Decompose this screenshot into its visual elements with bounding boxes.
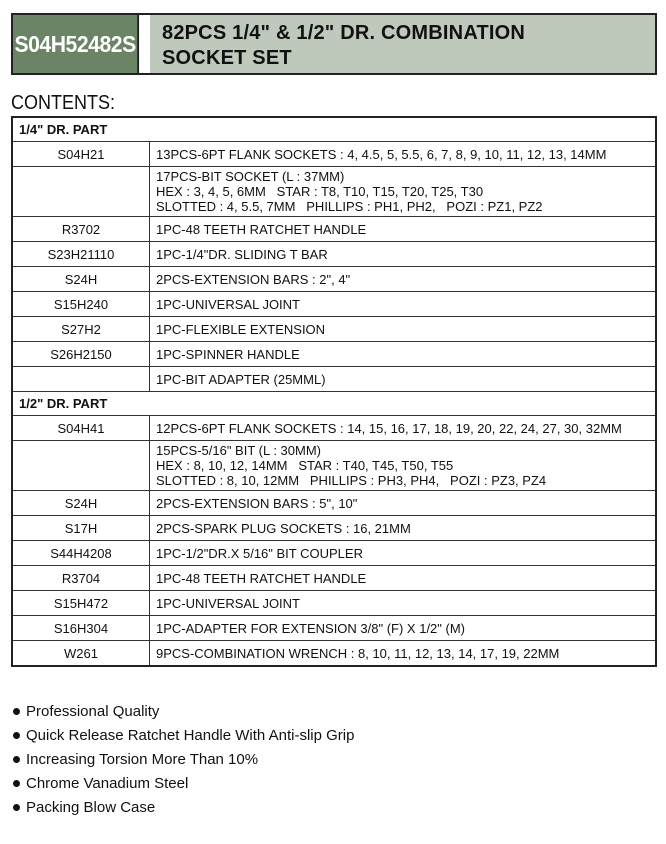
part-description (150, 566, 657, 591)
part-code: S26H2150 (12, 342, 150, 367)
part-code: R3704 (12, 566, 150, 591)
table-row (12, 342, 656, 367)
section-title: 1/4" DR. PART (12, 117, 656, 142)
description-line: 2PCS-SPARK PLUG SOCKETS : 16, 21MM (156, 520, 411, 536)
part-code: S04H21 (12, 142, 150, 167)
description-line: 1PC-1/4"DR. SLIDING T BAR (156, 246, 328, 262)
description-line: 1PC-UNIVERSAL JOINT (156, 595, 300, 611)
part-code: S15H240 (12, 292, 150, 317)
part-code: S16H304 (12, 616, 150, 641)
part-code: S27H2 (12, 317, 150, 342)
part-code: S17H (12, 516, 150, 541)
part-code: W261 (12, 641, 150, 667)
part-code (12, 367, 150, 392)
bullet-icon (13, 732, 20, 739)
bullet-icon (13, 708, 20, 715)
part-code: S44H4208 (12, 541, 150, 566)
part-code: S15H472 (12, 591, 150, 616)
product-code-text: S04H52482S (14, 30, 136, 57)
feature-text: Increasing Torsion More Than 10% (26, 751, 259, 768)
part-code (12, 167, 150, 217)
part-description (150, 616, 657, 641)
section-header-row (12, 392, 656, 416)
part-description (150, 416, 657, 441)
table-row (12, 242, 656, 267)
part-description (150, 292, 657, 317)
feature-item (11, 751, 354, 775)
bullet-icon (13, 804, 20, 811)
description-line: SLOTTED : 4, 5.5, 7MM PHILLIPS : PH1, PH2, POZI : PZ1, PZ2 (156, 199, 543, 214)
section-title: 1/2" DR. PART (12, 392, 656, 416)
table-row (12, 491, 656, 516)
part-description (150, 242, 657, 267)
table-row (12, 566, 656, 591)
description-line: 9PCS-COMBINATION WRENCH : 8, 10, 11, 12, 13, 14, 17, 19, 22MM (156, 645, 560, 661)
product-code (13, 15, 139, 73)
part-code (12, 441, 150, 491)
table-row (12, 317, 656, 342)
description-line: 12PCS-6PT FLANK SOCKETS : 14, 15, 16, 17, 18, 19, 20, 22, 24, 27, 30, 32MM (156, 420, 622, 436)
table-row (12, 516, 656, 541)
part-description (150, 367, 657, 392)
part-description (150, 516, 657, 541)
table-row (12, 416, 656, 441)
description-line: 1PC-48 TEETH RATCHET HANDLE (156, 570, 367, 586)
feature-text: Quick Release Ratchet Handle With Anti-slip Grip (26, 727, 355, 744)
description-line: 1PC-48 TEETH RATCHET HANDLE (156, 221, 367, 237)
part-code: S04H41 (12, 416, 150, 441)
description-line: 1PC-UNIVERSAL JOINT (156, 296, 300, 312)
section-header-row (12, 117, 656, 142)
table-row (12, 267, 656, 292)
part-description (150, 441, 657, 491)
feature-text: Packing Blow Case (26, 799, 156, 816)
part-description (150, 491, 657, 516)
description-line: 2PCS-EXTENSION BARS : 5", 10" (156, 495, 358, 511)
part-description (150, 317, 657, 342)
feature-text: Chrome Vanadium Steel (26, 775, 189, 792)
feature-item (11, 703, 354, 727)
product-title-line1: 82PCS 1/4" & 1/2" DR. COMBINATION (162, 22, 526, 44)
part-description (150, 217, 657, 242)
description-line: 13PCS-6PT FLANK SOCKETS : 4, 4.5, 5, 5.5, 6, 7, 8, 9, 10, 11, 12, 13, 14MM (156, 146, 607, 162)
table-row (12, 367, 656, 392)
table-row (12, 167, 656, 217)
product-title-line2: SOCKET SET (162, 47, 292, 69)
table-row (12, 591, 656, 616)
part-code: S23H21110 (12, 242, 150, 267)
description-line: HEX : 3, 4, 5, 6MM STAR : T8, T10, T15, T20, T25, T30 (156, 184, 484, 199)
description-line: 1PC-ADAPTER FOR EXTENSION 3/8" (F) X 1/2" (M) (156, 620, 465, 636)
table-row (12, 441, 656, 491)
table-row (12, 292, 656, 317)
part-description (150, 167, 657, 217)
description-line: HEX : 8, 10, 12, 14MM STAR : T40, T45, T50, T55 (156, 458, 454, 473)
description-line: 1PC-BIT ADAPTER (25MML) (156, 371, 326, 387)
part-description (150, 267, 657, 292)
table-row (12, 616, 656, 641)
product-title (150, 15, 655, 73)
contents-table (11, 116, 657, 667)
description-line: 15PCS-5/16" BIT (L : 30MM) (156, 443, 322, 458)
table-row (12, 541, 656, 566)
product-header (11, 13, 657, 75)
part-description (150, 591, 657, 616)
feature-item (11, 727, 354, 751)
bullet-icon (13, 756, 20, 763)
part-code: S24H (12, 267, 150, 292)
part-description (150, 541, 657, 566)
bullet-icon (13, 780, 20, 787)
description-line: 2PCS-EXTENSION BARS : 2", 4" (156, 271, 351, 287)
contents-heading: CONTENTS: (11, 92, 116, 114)
part-code: S24H (12, 491, 150, 516)
feature-text: Professional Quality (26, 703, 160, 720)
description-line: 1PC-SPINNER HANDLE (156, 346, 300, 362)
feature-list (11, 703, 354, 823)
description-line: SLOTTED : 8, 10, 12MM PHILLIPS : PH3, PH4, POZI : PZ3, PZ4 (156, 473, 547, 488)
part-code: R3702 (12, 217, 150, 242)
part-description (150, 142, 657, 167)
part-description (150, 342, 657, 367)
table-row (12, 217, 656, 242)
feature-item (11, 775, 354, 799)
description-line: 17PCS-BIT SOCKET (L : 37MM) (156, 169, 345, 184)
description-line: 1PC-1/2"DR.X 5/16" BIT COUPLER (156, 545, 363, 561)
table-row (12, 641, 656, 667)
description-line: 1PC-FLEXIBLE EXTENSION (156, 321, 326, 337)
part-description (150, 641, 657, 667)
feature-item (11, 799, 354, 823)
table-row (12, 142, 656, 167)
